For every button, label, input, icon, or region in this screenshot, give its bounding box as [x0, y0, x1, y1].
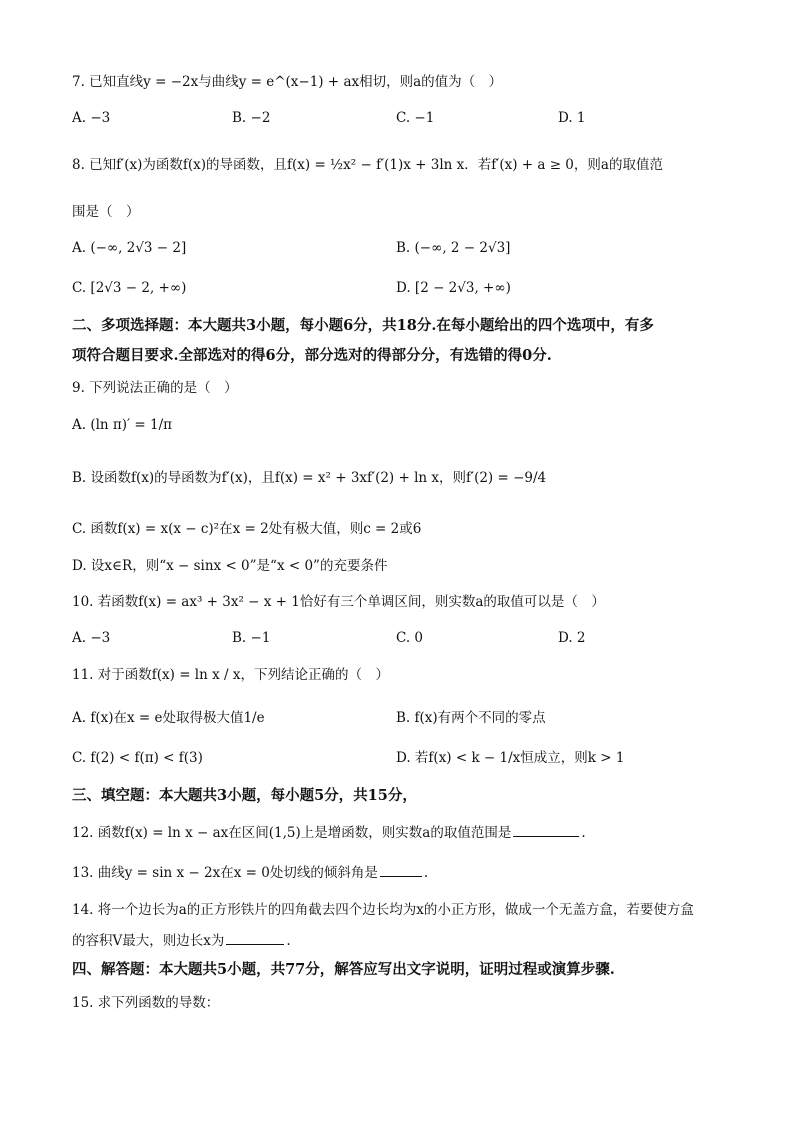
answer-blank-12[interactable] [513, 822, 579, 837]
q7-option-a: A. −3 [72, 110, 111, 126]
question-10-stem: 10. 若函数f(x) = ax³ + 3x² − x + 1恰好有三个单调区间，则实数a的取值可以是（ ） [72, 594, 605, 610]
q8-option-d: D. [2 − 2√3, +∞) [396, 280, 511, 296]
question-13-end: . [423, 865, 429, 881]
q8-option-c: C. [2√3 − 2, +∞) [72, 280, 187, 296]
question-7-stem: 7. 已知直线y = −2x与曲线y = e^(x−1) + ax相切，则a的值为（ ） [72, 74, 503, 90]
q8-option-b: B. (−∞, 2 − 2√3] [396, 240, 511, 256]
question-14-end: . [286, 933, 291, 949]
question-14-stem: 14. 将一个边长为a的正方形铁片的四角截去四个边长均为x的小正方形，做成一个无盖方盒，若要使方盒 [72, 902, 694, 918]
q9-option-c: C. 函数f(x) = x(x − c)²在x = 2处有极大值，则c = 2或6 [72, 521, 422, 537]
q10-option-d: D. 2 [558, 630, 586, 646]
question-13-stem: 13. 曲线y = sin x − 2x在x = 0处切线的倾斜角是 [72, 865, 378, 881]
q7-option-b: B. −2 [232, 110, 271, 126]
q11-option-a: A. f(x)在x = e处取得极大值1/e [72, 710, 265, 726]
section-2-heading-cont: 项符合题目要求.全部选对的得6分，部分选对的得部分分，有选错的得0分. [72, 347, 552, 364]
question-13 [72, 862, 724, 883]
question-12-end: . [581, 825, 586, 841]
question-9-stem: 9. 下列说法正确的是（ ） [72, 380, 238, 396]
q10-option-c: C. 0 [396, 630, 424, 646]
q7-option-c: C. −1 [396, 110, 435, 126]
answer-blank-13[interactable] [380, 862, 422, 877]
question-15-stem: 15. 求下列函数的导数： [72, 995, 220, 1011]
q11-option-b: B. f(x)有两个不同的零点 [396, 710, 546, 726]
q9-option-d: D. 设x∈R，则“x − sinx < 0”是“x < 0”的充要条件 [72, 558, 388, 574]
section-2-heading: 二、多项选择题：本大题共3小题，每小题6分，共18分.在每小题给出的四个选项中，有多 [72, 317, 654, 334]
q10-option-b: B. −1 [232, 630, 271, 646]
section-4-heading: 四、解答题：本大题共5小题，共77分，解答应写出文字说明，证明过程或演算步骤. [72, 961, 615, 978]
question-14-stem-cont-text: 的容积V最大，则边长x为 [72, 933, 225, 949]
q9-option-b: B. 设函数f(x)的导函数为f′(x)，且f(x) = x² + 3xf′(2) + ln x，则f′(2) = −9/4 [72, 470, 547, 486]
q11-option-d: D. 若f(x) < k − 1/x恒成立，则k > 1 [396, 750, 625, 766]
answer-blank-14[interactable] [226, 930, 284, 945]
section-3-heading: 三、填空题：本大题共3小题，每小题5分，共15分， [72, 787, 417, 804]
question-8-stem: 8. 已知f′(x)为函数f(x)的导函数，且f(x) = ½x² − f′(1)x + 3ln x．若f′(x) + a ≥ 0，则a的取值范 [72, 157, 663, 173]
q10-option-a: A. −3 [72, 630, 111, 646]
question-12-stem: 12. 函数f(x) = ln x − ax在区间(1,5)上是增函数，则实数a的取值范围是 [72, 825, 512, 841]
question-8-stem-cont: 围是（ ） [72, 204, 140, 220]
q11-option-c: C. f(2) < f(π) < f(3) [72, 750, 203, 766]
question-12 [72, 822, 724, 843]
q9-option-a: A. (ln π)′ = 1/π [72, 417, 173, 433]
q7-option-d: D. 1 [558, 110, 586, 126]
q8-option-a: A. (−∞, 2√3 − 2] [72, 240, 187, 256]
question-11-stem: 11. 对于函数f(x) = ln x / x，下列结论正确的（ ） [72, 667, 389, 683]
question-14-stem-cont [72, 930, 724, 951]
